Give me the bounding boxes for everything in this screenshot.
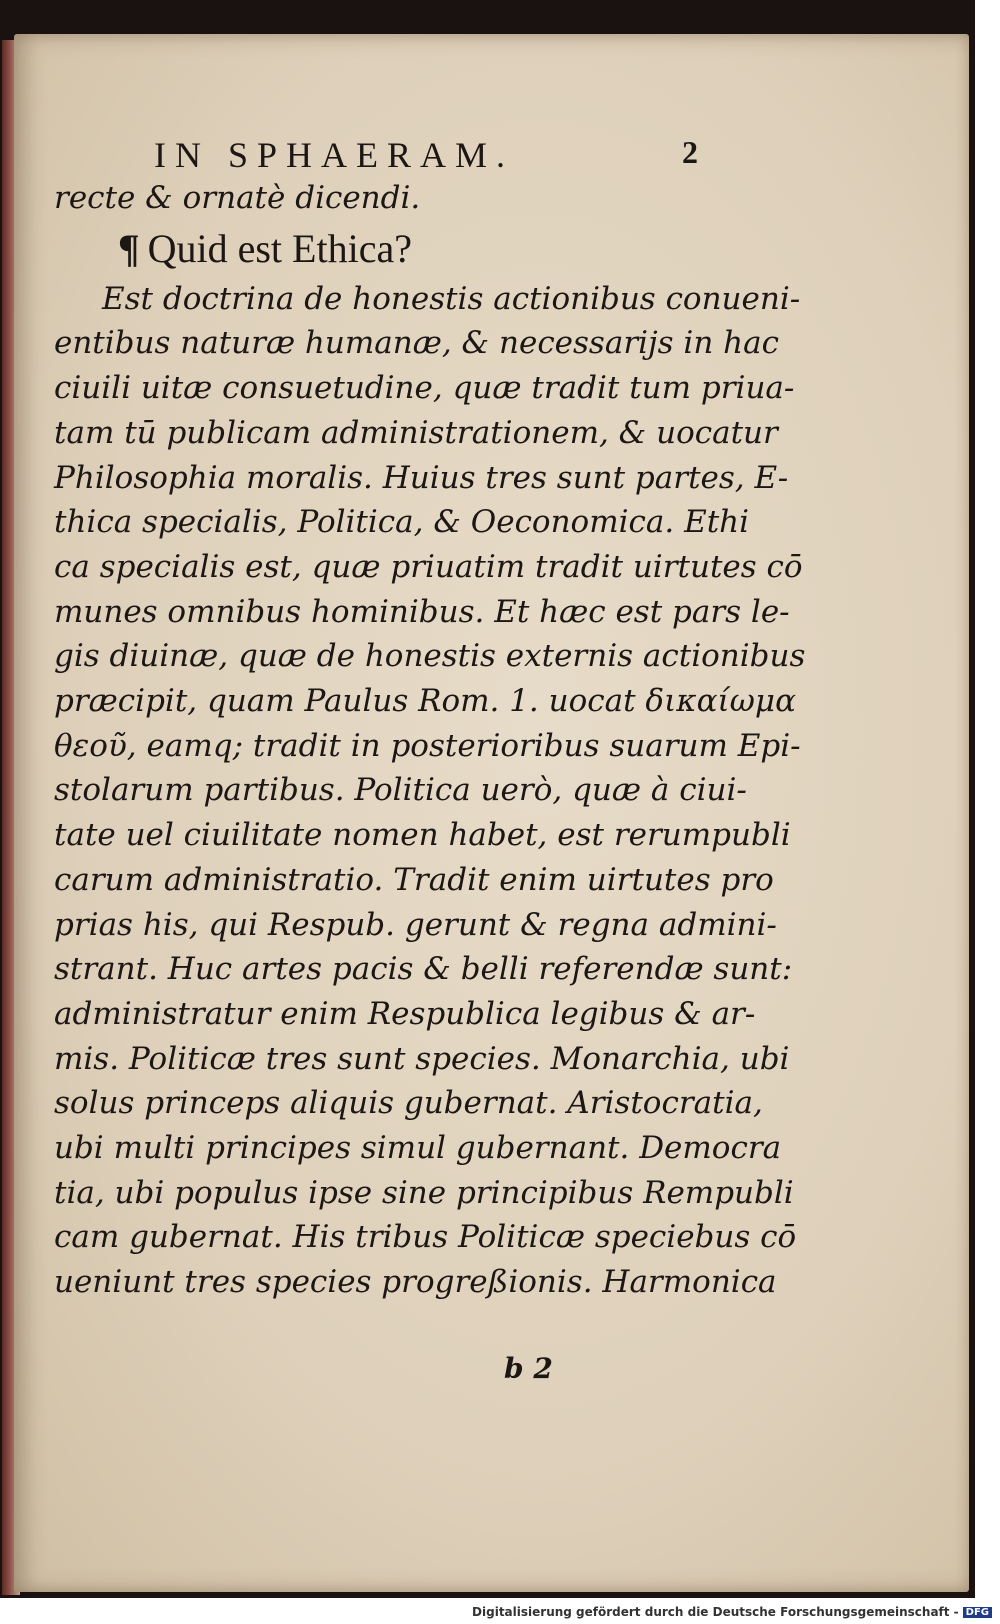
text-line: stolarum partibus. Politica uerò, quæ à ciui- — [54, 772, 747, 809]
pilcrow-mark: ¶ — [118, 225, 140, 271]
text-line: gis diuinæ, quæ de honestis externis actionibus — [54, 638, 806, 675]
text-line: entibus naturæ humanæ, & necessarijs in hac — [54, 325, 779, 362]
book-page — [14, 34, 969, 1592]
text-line: munes omnibus hominibus. Et hæc est pars le- — [54, 593, 790, 630]
question-heading — [54, 221, 714, 277]
text-line: ciuili uitæ consuetudine, quæ tradit tum priua- — [54, 370, 795, 407]
text-line: cam gubernat. His tribus Politicæ speciebus cō — [54, 1219, 797, 1256]
dfg-logo: DFG — [963, 1607, 992, 1618]
running-title: IN SPHAERAM. — [154, 135, 515, 175]
text-line: Philosophia moralis. Huius tres sunt partes, E- — [54, 459, 789, 496]
question-text: Quid est Ethica? — [147, 225, 412, 271]
text-line: mis. Politicæ tres sunt species. Monarchia, ubi — [54, 1040, 790, 1077]
text-line: strant. Huc artes pacis & belli referendæ sunt: — [54, 951, 793, 988]
text-line: ubi multi principes simul gubernant. Democra — [54, 1130, 782, 1167]
text-line: carum administratio. Tradit enim uirtutes pro — [54, 861, 774, 898]
text-line: θεοῦ, eamq; tradit in posterioribus suarum Epi- — [54, 727, 801, 764]
text-line: thica specialis, Politica, & Oeconomica. Ethi — [54, 504, 750, 541]
text-line: ueniunt tres species progreßionis. Harmonica — [54, 1264, 777, 1301]
text-line: tam tū publicam administrationem, & uocatur — [54, 414, 778, 451]
text-line: ca specialis est, quæ priuatim tradit uirtutes cō — [54, 548, 803, 585]
credit-text: Digitalisierung gefördert durch die Deutsche Forschungsgemeinschaft - — [472, 1605, 959, 1619]
text-line: prias his, qui Respub. gerunt & regna admini- — [54, 906, 777, 943]
text-line: recte & ornatè dicendi. — [54, 180, 421, 216]
text-block — [54, 116, 806, 1305]
text-line: tate uel ciuilitate nomen habet, est rerumpubli — [54, 817, 791, 854]
digitization-credit — [472, 1605, 992, 1619]
text-line: Est doctrina de honestis actionibus conueni- — [102, 280, 801, 317]
text-line: solus princeps aliquis gubernat. Aristocratia, — [54, 1085, 763, 1122]
folio-number: 2 — [682, 134, 698, 170]
text-line: administratur enim Respublica legibus & ar- — [54, 995, 756, 1032]
text-line: tia, ubi populus ipse sine principibus Rempubli — [54, 1174, 794, 1211]
text-line: præcipit, quam Paulus Rom. 1. uocat δικαίωμα — [54, 683, 797, 720]
signature-mark: b 2 — [504, 1352, 553, 1385]
running-head — [54, 116, 714, 176]
